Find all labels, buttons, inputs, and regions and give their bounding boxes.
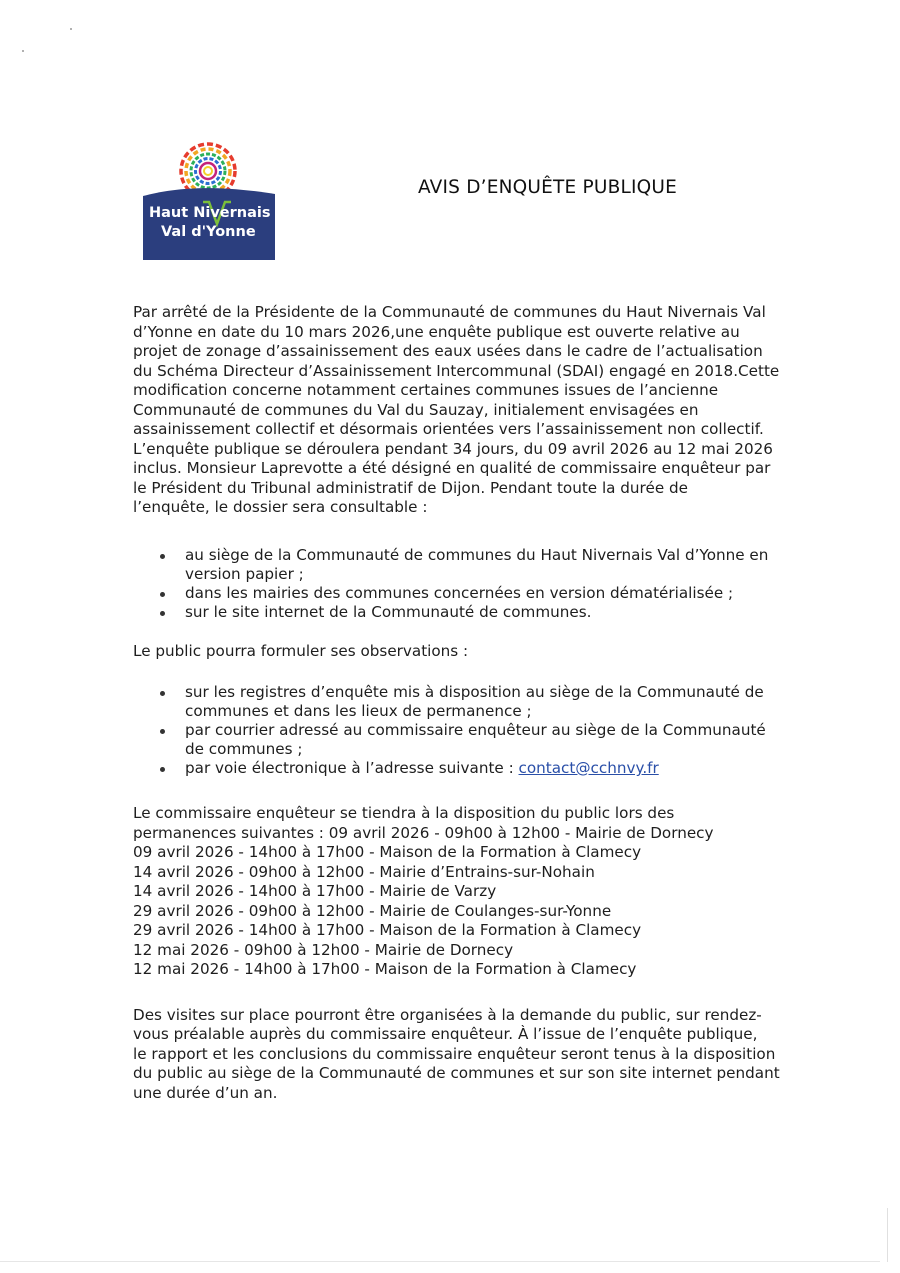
text-line: Le commissaire enquêteur se tiendra à la disposition du public lors des bbox=[133, 804, 675, 822]
text-line: 12 mai 2026 - 14h00 à 17h00 - Maison de la Formation à Clamecy bbox=[133, 960, 637, 978]
text-line: Le public pourra formuler ses observations : bbox=[133, 641, 469, 660]
notice-title: AVIS D’ENQUÊTE PUBLIQUE bbox=[418, 177, 678, 198]
scan-edge bbox=[887, 1208, 888, 1262]
text-line: une durée d’un an. bbox=[133, 1083, 278, 1102]
text-line: inclus. Monsieur Laprevotte a été désigné en qualité de commissaire enquêteur par bbox=[133, 459, 771, 477]
text-line: projet de zonage d’assainissement des eaux usées dans le cadre de l’actualisation bbox=[133, 342, 763, 360]
logo-text bbox=[149, 204, 271, 242]
closing-paragraph bbox=[133, 1006, 798, 1104]
text-line: 14 avril 2026 - 09h00 à 12h00 - Mairie d’Entrains-sur-Nohain bbox=[133, 862, 595, 881]
text-line: 29 avril 2026 - 14h00 à 17h00 - Maison de la Formation à Clamecy bbox=[133, 921, 642, 939]
text-line: vous préalable auprès du commissaire enquêteur. À l’issue de l’enquête publique, bbox=[133, 1025, 758, 1043]
text-line: d’Yonne en date du 10 mars 2026,une enquête publique est ouverte relative au bbox=[133, 322, 740, 341]
list-item-text: par courrier adressé au commissaire enquêteur au siège de la Communauté bbox=[185, 721, 766, 739]
hnvy-logo bbox=[143, 140, 275, 260]
scan-speck bbox=[22, 50, 24, 52]
text-line: 29 avril 2026 - 09h00 à 12h00 - Mairie de Coulanges-sur-Yonne bbox=[133, 901, 612, 920]
list-item bbox=[133, 603, 798, 622]
consultation-list bbox=[133, 546, 798, 622]
observations-list bbox=[133, 683, 798, 778]
scan-speck bbox=[70, 28, 72, 30]
text-line: du public au siège de la Communauté de communes et sur son site internet pendant bbox=[133, 1064, 780, 1082]
text-line: L’enquête publique se déroulera pendant 34 jours, du 09 avril 2026 au 12 mai 2026 bbox=[133, 439, 773, 458]
text-line: 09 avril 2026 - 14h00 à 17h00 - Maison de la Formation à Clamecy bbox=[133, 843, 642, 861]
text-line: 14 avril 2026 - 14h00 à 17h00 - Mairie de Varzy bbox=[133, 882, 497, 900]
list-item-text: sur les registres d’enquête mis à disposition au siège de la Communauté de bbox=[185, 683, 764, 701]
list-item-text: version papier ; bbox=[185, 564, 304, 583]
text-line: Des visites sur place pourront être organisées à la demande du public, sur rendez- bbox=[133, 1005, 762, 1024]
observations-intro bbox=[133, 642, 798, 662]
list-item bbox=[133, 721, 798, 759]
list-item bbox=[133, 584, 798, 603]
text-line: Communauté de communes du Val du Sauzay, initialement envisagées en bbox=[133, 400, 699, 419]
list-item bbox=[133, 759, 798, 778]
text-line: l’enquête, le dossier sera consultable : bbox=[133, 498, 428, 516]
text-line: le Président du Tribunal administratif de Dijon. Pendant toute la durée de bbox=[133, 478, 688, 497]
text-line: du Schéma Directeur d’Assainissement Intercommunal (SDAI) engagé en 2018.Cette bbox=[133, 361, 780, 380]
text-line: 12 mai 2026 - 09h00 à 12h00 - Mairie de Dornecy bbox=[133, 940, 514, 959]
intro-paragraph bbox=[133, 303, 798, 518]
logo-line-2: Val d'Yonne bbox=[161, 224, 256, 240]
notice-body bbox=[133, 303, 798, 1103]
list-item-text: communes et dans les lieux de permanence ; bbox=[185, 702, 532, 720]
list-item-text: de communes ; bbox=[185, 740, 303, 758]
text-line: Par arrêté de la Présidente de la Communauté de communes du Haut Nivernais Val bbox=[133, 303, 766, 321]
scan-edge bbox=[0, 1261, 880, 1262]
email-prefix: par voie électronique à l’adresse suivante : bbox=[185, 759, 519, 777]
list-item-text bbox=[185, 759, 798, 778]
permanences-paragraph bbox=[133, 804, 798, 980]
text-line: assainissement collectif et désormais orientées vers l’assainissement non collectif. bbox=[133, 420, 764, 438]
logo-line-1: Haut Nivernais bbox=[149, 205, 271, 221]
text-line: permanences suivantes : 09 avril 2026 - 09h00 à 12h00 - Mairie de Dornecy bbox=[133, 823, 714, 842]
list-item bbox=[133, 546, 798, 584]
text-line: le rapport et les conclusions du commissaire enquêteur seront tenus à la disposition bbox=[133, 1044, 776, 1063]
email-link[interactable]: contact@cchnvy.fr bbox=[518, 759, 659, 777]
list-item-text: au siège de la Communauté de communes du Haut Nivernais Val d’Yonne en bbox=[185, 545, 769, 564]
list-item bbox=[133, 683, 798, 721]
list-item-text: sur le site internet de la Communauté de communes. bbox=[185, 602, 592, 621]
text-line: modification concerne notamment certaines communes issues de l’ancienne bbox=[133, 381, 719, 399]
list-item-text: dans les mairies des communes concernées en version dématérialisée ; bbox=[185, 583, 734, 602]
